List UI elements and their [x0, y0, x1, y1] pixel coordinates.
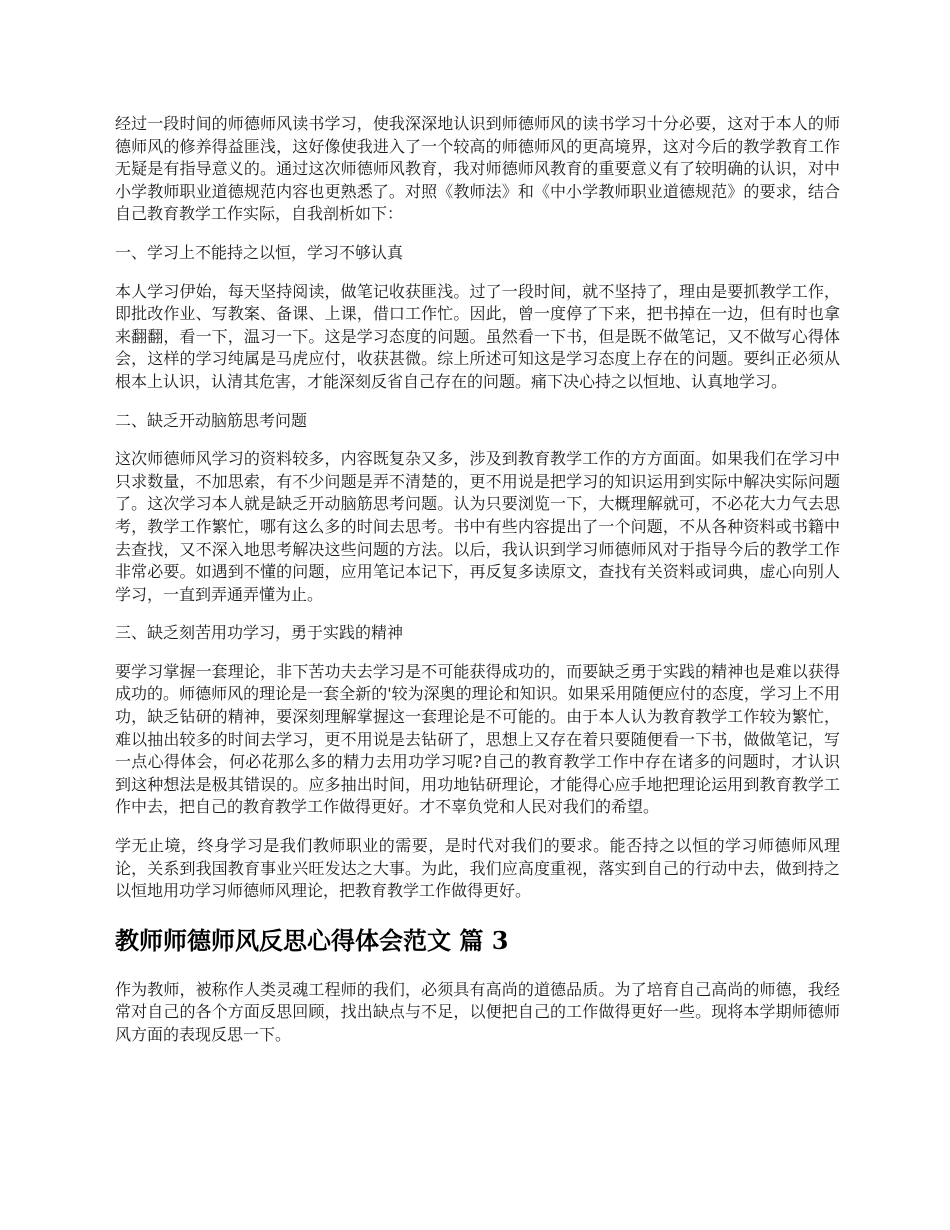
body-paragraph-1: 本人学习伊始，每天坚持阅读，做笔记收获匪浅。过了一段时间，就不坚持了，理由是要抓教学工作，即批改作业、写教案、备课、上课，借口工作忙。因此，曾一度停了下来，把书掉在一边，但有时也拿来翻翻，看一下，温习一下。这是学习态度的问题。虽然看一下书，但是既不做笔记，又不做写心得体会，这样的学习纯属是马虎应付，收获甚微。综上所述可知这是学习态度上存在的问题。要纠正必须从根本上认识，认清其危害，才能深刻反省自己存在的问题。痛下决心持之以恒地、认真地学习。	[115, 281, 840, 391]
subheading-1: 一、学习上不能持之以恒，学习不够认真	[115, 242, 404, 262]
document-page	[115, 113, 840, 1063]
subheading-3: 三、缺乏刻苦用功学习，勇于实践的精神	[115, 623, 404, 643]
section-heading: 教师师德师风反思心得体会范文 篇 3	[115, 925, 509, 955]
section-intro-paragraph: 作为教师，被称作人类灵魂工程师的我们，必须具有高尚的道德品质。为了培育自己高尚的师德，我经常对自己的各个方面反思回顾，找出缺点与不足，以便把自己的工作做得更好一些。现将本学期师德师风方面的表现反思一下。	[115, 979, 840, 1044]
subheading-2: 二、缺乏开动脑筋思考问题	[115, 410, 308, 430]
intro-paragraph: 经过一段时间的师德师风读书学习，使我深深地认识到师德师风的读书学习十分必要，这对于本人的师德师风的修养得益匪浅，这好像使我进入了一个较高的师德师风的更高境界，这对今后的教学教育工作无疑是有指导意义的。通过这次师德师风教育，我对师德师风教育的重要意义有了较明确的认识，对中小学教师职业道德规范内容也更熟悉了。对照《教师法》和《中小学教师职业道德规范》的要求，结合自己教育教学工作实际，自我剖析如下：	[115, 114, 840, 224]
conclusion-paragraph: 学无止境，终身学习是我们教师职业的需要，是时代对我们的要求。能否持之以恒的学习师德师风理论，关系到我国教育事业兴旺发达之大事。为此，我们应高度重视，落实到自己的行动中去，做到持之以恒地用功学习师德师风理论，把教育教学工作做得更好。	[115, 836, 840, 901]
body-paragraph-2: 这次师德师风学习的资料较多，内容既复杂又多，涉及到教育教学工作的方方面面。如果我们在学习中只求数量，不加思索，有不少问题是弄不清楚的，更不用说是把学习的知识运用到实际中解决实际问题了。这次学习本人就是缺乏开动脑筋思考问题。认为只要浏览一下，大概理解就可，不必花大力气去思考，教学工作繁忙，哪有这么多的时间去思考。书中有些内容提出了一个问题，不从各种资料或书籍中去查找，又不深入地思考解决这些问题的方法。以后，我认识到学习师德师风对于指导今后的教学工作非常必要。如遇到不懂的问题，应用笔记本记下，再反复多读原文，查找有关资料或词典，虚心向别人学习，一直到弄通弄懂为止。	[115, 449, 840, 604]
body-paragraph-3: 要学习掌握一套理论，非下苦功夫去学习是不可能获得成功的，而要缺乏勇于实践的精神也是难以获得成功的。师德师风的理论是一套全新的'较为深奥的理论和知识。如果采用随便应付的态度，学习上不用功，缺乏钻研的精神，要深刻理解掌握这一套理论是不可能的。由于本人认为教育教学工作较为繁忙，难以抽出较多的时间去学习，更不用说是去钻研了，思想上又存在着只要随便看一下书，做做笔记，写一点心得体会，何必花那么多的精力去用功学习呢?自己的教育教学工作中存在诸多的问题时，才认识到这种想法是极其错误的。应多抽出时间，用功地钻研理论，才能得心应手地把理论运用到教育教学工作中去，把自己的教育教学工作做得更好。才不辜负党和人民对我们的希望。	[115, 661, 840, 817]
